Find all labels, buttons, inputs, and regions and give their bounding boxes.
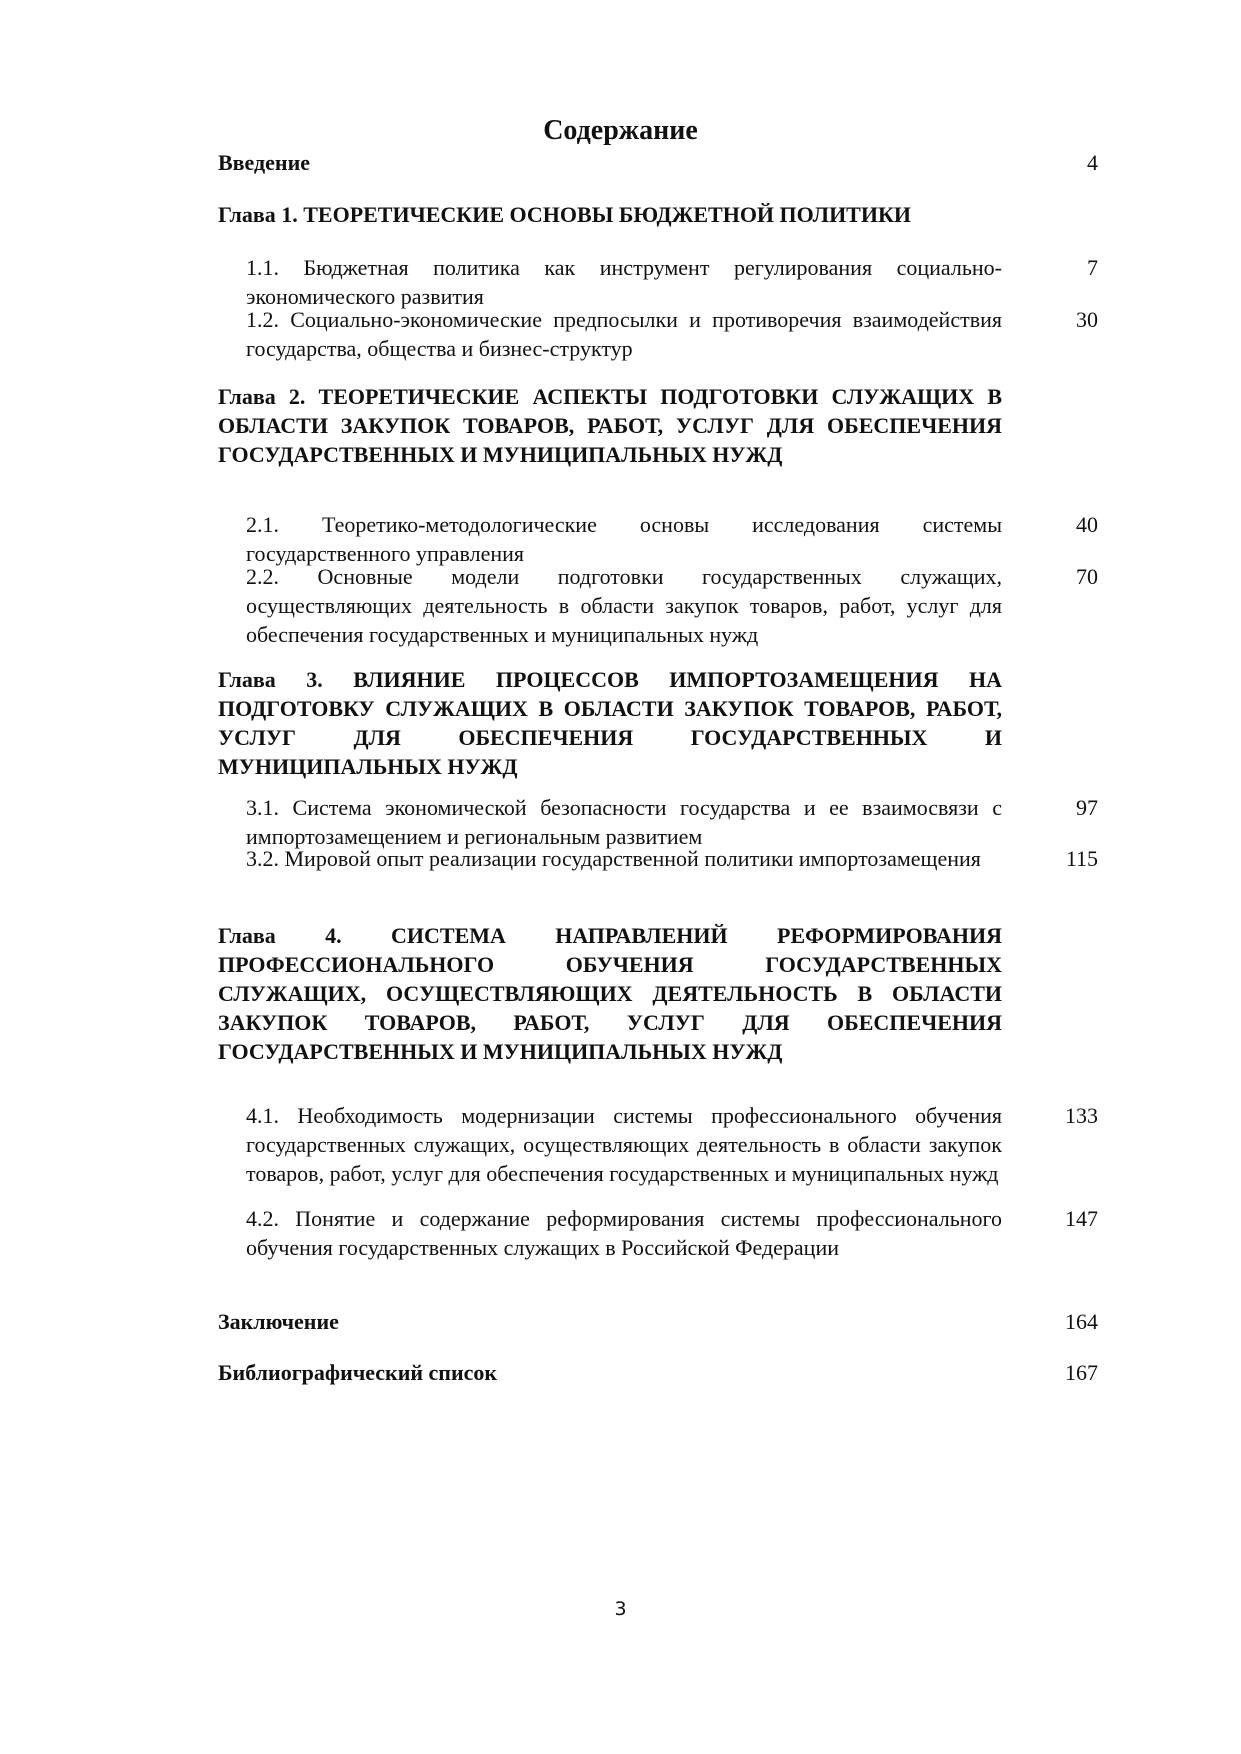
entry-page-number: 167 bbox=[1065, 1360, 1098, 1385]
section-page-number: 115 bbox=[1065, 846, 1098, 871]
section-page-number: 133 bbox=[1065, 1103, 1098, 1128]
entry-label: Библиографический список bbox=[218, 1360, 498, 1385]
section-label: 3.2. Мировой опыт реализации государственной политики импортозамещения bbox=[246, 846, 981, 871]
toc-title: Содержание bbox=[543, 115, 698, 146]
section-label: 1.2. Социально-экономические предпосылки и противоречия взаимодействия государства, общества и бизнес-структур bbox=[246, 307, 1002, 361]
entry-label: Введение bbox=[218, 150, 311, 175]
entry-page-number: 164 bbox=[1065, 1309, 1098, 1334]
section-label: 2.1. Теоретико-методологические основы исследования системы государственного управления bbox=[246, 512, 1002, 566]
chapter-heading: Глава 3. ВЛИЯНИЕ ПРОЦЕССОВ ИМПОРТОЗАМЕЩЕНИЯ НА ПОДГОТОВКУ СЛУЖАЩИХ В ОБЛАСТИ ЗАКУПОК ТОВАРОВ, РАБОТ, УСЛУГ ДЛЯ ОБЕСПЕЧЕНИЯ ГОСУДАРСТВЕННЫХ И МУНИЦИПАЛЬНЫХ НУЖД bbox=[218, 667, 1002, 779]
entry-page-number: 4 bbox=[1087, 150, 1098, 175]
section-page-number: 7 bbox=[1087, 255, 1098, 280]
section-page-number: 30 bbox=[1076, 307, 1098, 332]
entry-label: Заключение bbox=[218, 1309, 339, 1334]
section-page-number: 147 bbox=[1065, 1206, 1098, 1231]
page-number: 3 bbox=[614, 1598, 627, 1620]
section-page-number: 70 bbox=[1076, 564, 1098, 589]
section-page-number: 40 bbox=[1076, 512, 1098, 537]
section-label: 2.2. Основные модели подготовки государственных служащих, осуществляющих деятельность в области закупок товаров, работ, услуг для обеспечения государственных и муниципальных нужд bbox=[246, 564, 1002, 647]
section-label: 4.2. Понятие и содержание реформирования системы профессионального обучения государственных служащих в Российской Федерации bbox=[246, 1206, 1002, 1260]
chapter-heading: Глава 1. ТЕОРЕТИЧЕСКИЕ ОСНОВЫ БЮДЖЕТНОЙ ПОЛИТИКИ bbox=[218, 202, 912, 227]
section-label: 3.1. Система экономической безопасности государства и ее взаимосвязи с импортозамещением и региональным развитием bbox=[246, 795, 1002, 849]
section-label: 4.1. Необходимость модернизации системы профессионального обучения государственных служащих, осуществляющих деятельность в области закупок товаров, работ, услуг для обеспечения государственных и муниципальных нужд bbox=[246, 1103, 1002, 1186]
chapter-heading: Глава 4. СИСТЕМА НАПРАВЛЕНИЙ РЕФОРМИРОВАНИЯ ПРОФЕССИОНАЛЬНОГО ОБУЧЕНИЯ ГОСУДАРСТВЕННЫХ СЛУЖАЩИХ, ОСУЩЕСТВЛЯЮЩИХ ДЕЯТЕЛЬНОСТЬ В ОБЛАСТИ ЗАКУПОК ТОВАРОВ, РАБОТ, УСЛУГ ДЛЯ ОБЕСПЕЧЕНИЯ ГОСУДАРСТВЕННЫХ И МУНИЦИПАЛЬНЫХ НУЖД bbox=[218, 923, 1002, 1064]
section-label: 1.1. Бюджетная политика как инструмент регулирования социально-экономического развития bbox=[246, 255, 1002, 309]
section-page-number: 97 bbox=[1076, 795, 1098, 820]
chapter-heading: Глава 2. ТЕОРЕТИЧЕСКИЕ АСПЕКТЫ ПОДГОТОВКИ СЛУЖАЩИХ В ОБЛАСТИ ЗАКУПОК ТОВАРОВ, РАБОТ, УСЛУГ ДЛЯ ОБЕСПЕЧЕНИЯ ГОСУДАРСТВЕННЫХ И МУНИЦИПАЛЬНЫХ НУЖД bbox=[218, 384, 1002, 467]
